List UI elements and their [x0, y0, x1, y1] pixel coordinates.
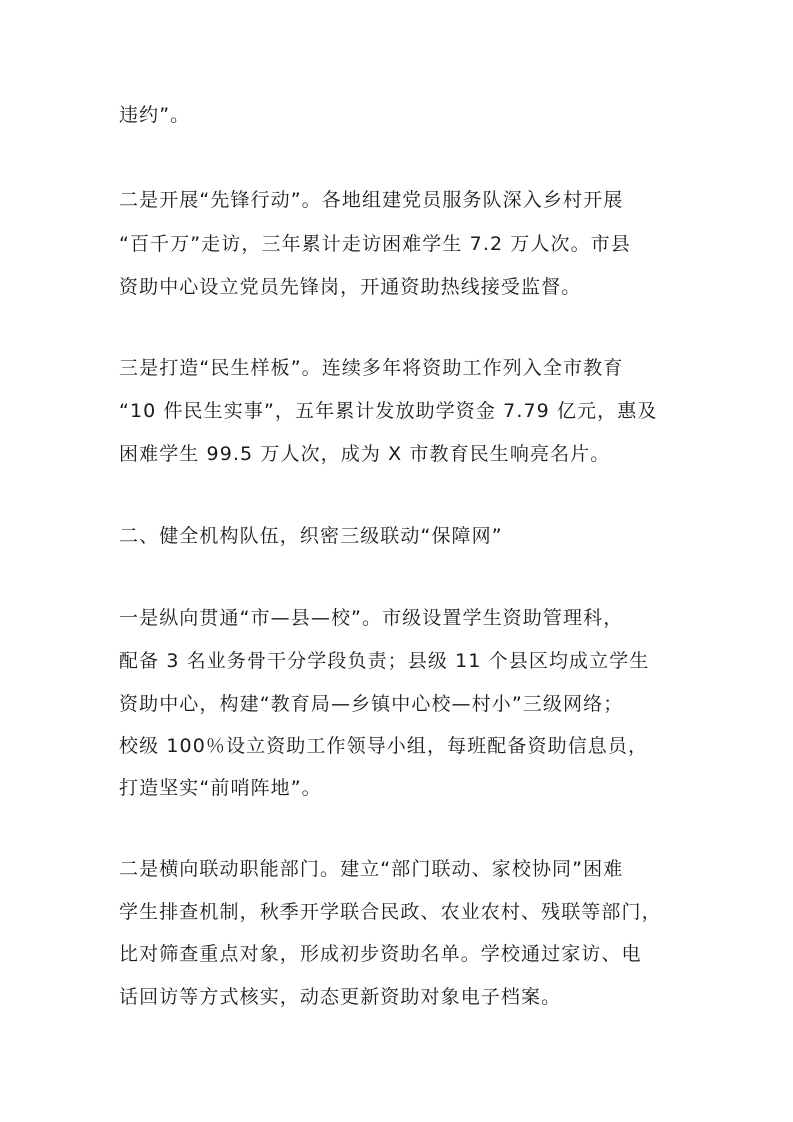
paragraph-line: 校级 100％设立资助工作领导小组，每班配备资助信息员， — [119, 735, 649, 757]
paragraph-line: 打造坚实“前哨阵地”。 — [119, 777, 322, 799]
paragraph-line: “10 件民生实事”，五年累计发放助学资金 7.79 亿元，惠及 — [119, 400, 658, 422]
paragraph-line: 三是打造“民生样板”。连续多年将资助工作列入全市教育 — [119, 357, 624, 379]
paragraph-line: 学生排查机制，秋季开学联合民政、农业农村、残联等部门， — [119, 901, 662, 923]
paragraph-line: 违约”。 — [119, 104, 191, 126]
paragraph-line: “百千万”走访，三年累计走访困难学生 7.2 万人次。市县 — [119, 233, 631, 255]
section-heading: 二、健全机构队伍，织密三级联动“保障网” — [119, 525, 503, 547]
paragraph-line: 一是纵向贯通“市—县—校”。市级设置学生资助管理科， — [119, 607, 624, 629]
paragraph-line: 困难学生 99.5 万人次，成为 X 市教育民生响亮名片。 — [119, 443, 611, 465]
paragraph-line: 资助中心，构建“教育局—乡镇中心校—村小”三级网络； — [119, 693, 624, 715]
paragraph-line: 二是横向联动职能部门。建立“部门联动、家校协同”困难 — [119, 858, 624, 880]
paragraph-line: 资助中心设立党员先锋岗，开通资助热线接受监督。 — [119, 276, 582, 298]
paragraph-line: 二是开展“先锋行动”。各地组建党员服务队深入乡村开展 — [119, 189, 624, 211]
paragraph-line: 比对筛查重点对象，形成初步资助名单。学校通过家访、电 — [119, 943, 642, 965]
paragraph-line: 配备 3 名业务骨干分学段负责；县级 11 个县区均成立学生 — [119, 650, 650, 672]
paragraph-line: 话回访等方式核实，动态更新资助对象电子档案。 — [119, 986, 562, 1008]
